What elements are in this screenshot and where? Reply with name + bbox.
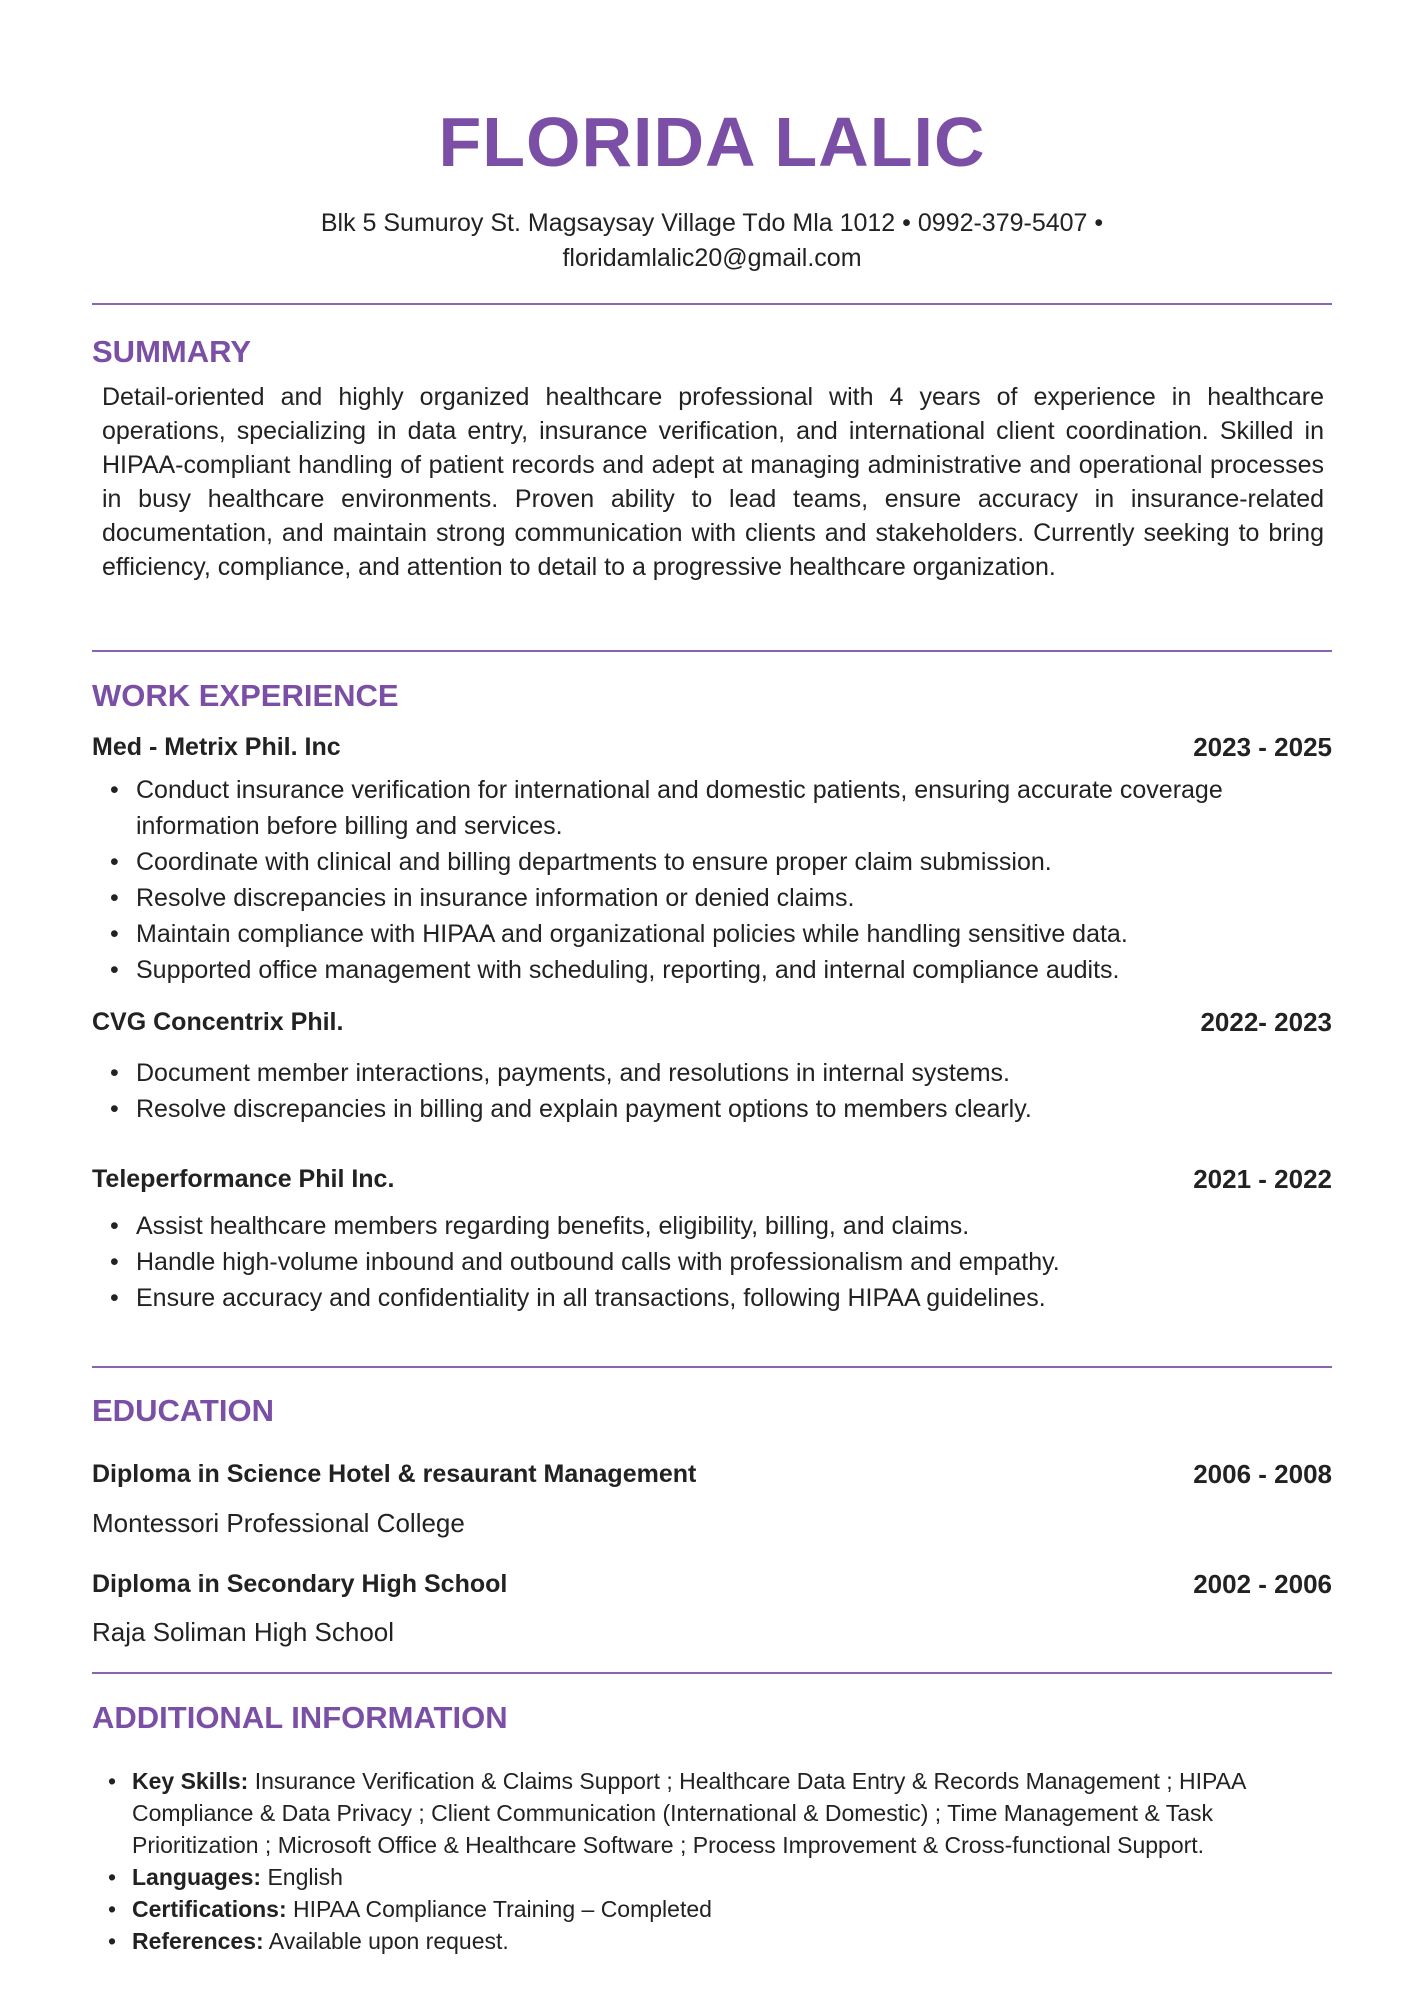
list-item: • Assist healthcare members regarding benefits, eligibility, billing, and claims.	[92, 1208, 1272, 1244]
bullet-icon: •	[110, 1284, 119, 1312]
divider	[92, 303, 1332, 305]
education-dates: 2002 - 2006	[1193, 1569, 1332, 1599]
divider	[92, 1672, 1332, 1674]
job-dates: 2021 - 2022	[1193, 1164, 1332, 1194]
info-value: Insurance Verification & Claims Support ; Healthcare Data Entry & Records Management ; HIPAA Compliance & Data Privacy ; Client Communication (International & Domestic) ; Time Management & Task Prioritization ; Microsoft Office & Healthcare Software ; Process Improvement & Cross-functional Support.	[132, 1768, 1246, 1858]
contact-info	[212, 206, 1212, 276]
company-name: CVG Concentrix Phil.	[92, 1008, 344, 1036]
list-item: • Resolve discrepancies in insurance information or denied claims.	[92, 880, 1272, 916]
job-bullets	[92, 772, 1332, 988]
info-label: Certifications:	[132, 1896, 287, 1922]
job-bullets	[92, 1055, 1332, 1127]
list-item	[92, 1925, 1292, 1957]
info-label: Key Skills:	[132, 1768, 249, 1794]
bullet-icon: •	[110, 1059, 119, 1087]
job-header	[92, 730, 1332, 764]
list-item: • Coordinate with clinical and billing departments to ensure proper claim submission.	[92, 844, 1272, 880]
bullet-icon: •	[110, 920, 119, 948]
list-item: • Supported office management with scheduling, reporting, and internal compliance audits.	[92, 952, 1272, 988]
job-dates: 2023 - 2025	[1193, 732, 1332, 762]
candidate-name: FLORIDA LALIC	[438, 103, 986, 181]
divider	[92, 650, 1332, 652]
bullet-icon: •	[108, 1768, 117, 1794]
job-bullets	[92, 1208, 1332, 1316]
list-item: • Document member interactions, payments, and resolutions in internal systems.	[92, 1055, 1272, 1091]
list-item	[92, 1765, 1292, 1861]
company-name: Med - Metrix Phil. Inc	[92, 733, 341, 761]
contact-address-phone: Blk 5 Sumuroy St. Magsaysay Village Tdo Mla 1012 • 0992-379-5407 •	[320, 209, 1104, 237]
info-label: References:	[132, 1928, 264, 1954]
education-header	[92, 1457, 1332, 1491]
education-header	[92, 1567, 1332, 1601]
additional-info-heading: ADDITIONAL INFORMATION	[92, 1700, 508, 1735]
list-item: • Maintain compliance with HIPAA and organizational policies while handling sensitive data.	[92, 916, 1272, 952]
job-header	[92, 1162, 1332, 1196]
education-heading: EDUCATION	[92, 1393, 274, 1428]
bullet-icon: •	[110, 1212, 119, 1240]
list-item: • Resolve discrepancies in billing and explain payment options to members clearly.	[92, 1091, 1272, 1127]
list-item	[92, 1893, 1292, 1925]
info-label: Languages:	[132, 1864, 262, 1890]
bullet-icon: •	[110, 848, 119, 876]
company-name: Teleperformance Phil Inc.	[92, 1165, 395, 1193]
list-item	[92, 1861, 1292, 1893]
additional-info-list	[92, 1765, 1332, 1957]
bullet-icon: •	[110, 884, 119, 912]
bullet-icon: •	[110, 1248, 119, 1276]
divider	[92, 1366, 1332, 1368]
list-item: • Handle high-volume inbound and outbound calls with professionalism and empathy.	[92, 1244, 1272, 1280]
degree-name: Diploma in Secondary High School	[92, 1570, 508, 1598]
info-value: English	[261, 1864, 343, 1890]
job-dates: 2022- 2023	[1200, 1007, 1332, 1037]
education-dates: 2006 - 2008	[1193, 1459, 1332, 1489]
bullet-icon: •	[110, 1095, 119, 1123]
work-experience-heading: WORK EXPERIENCE	[92, 678, 399, 713]
info-value: Available upon request.	[263, 1928, 509, 1954]
summary-text: Detail-oriented and highly organized healthcare professional with 4 years of experience in healthcare operations, specializing in data entry, insurance verification, and international client coordination. Skilled in HIPAA-compliant handling of patient records and adept at managing administrative and operational processes in busy healthcare environments. Proven ability to lead teams, ensure accuracy in insurance-related documentation, and maintain strong communication with clients and stakeholders. Currently seeking to bring efficiency, compliance, and attention to detail to a progressive healthcare organization.	[102, 383, 1324, 581]
bullet-icon: •	[110, 776, 119, 804]
degree-name: Diploma in Science Hotel & resaurant Management	[92, 1460, 697, 1488]
job-header	[92, 1005, 1332, 1039]
bullet-icon: •	[110, 956, 119, 984]
bullet-icon: •	[108, 1896, 117, 1922]
school-name: Raja Soliman High School	[92, 1617, 395, 1647]
info-value: HIPAA Compliance Training – Completed	[286, 1896, 712, 1922]
contact-email: floridamlalic20@gmail.com	[562, 244, 862, 272]
bullet-icon: •	[108, 1928, 117, 1954]
list-item: • Conduct insurance verification for international and domestic patients, ensuring accurate coverage information before billing and services.	[92, 772, 1272, 844]
list-item: • Ensure accuracy and confidentiality in all transactions, following HIPAA guidelines.	[92, 1280, 1272, 1316]
summary-heading: SUMMARY	[92, 334, 252, 369]
school-name: Montessori Professional College	[92, 1508, 465, 1538]
bullet-icon: •	[108, 1864, 117, 1890]
